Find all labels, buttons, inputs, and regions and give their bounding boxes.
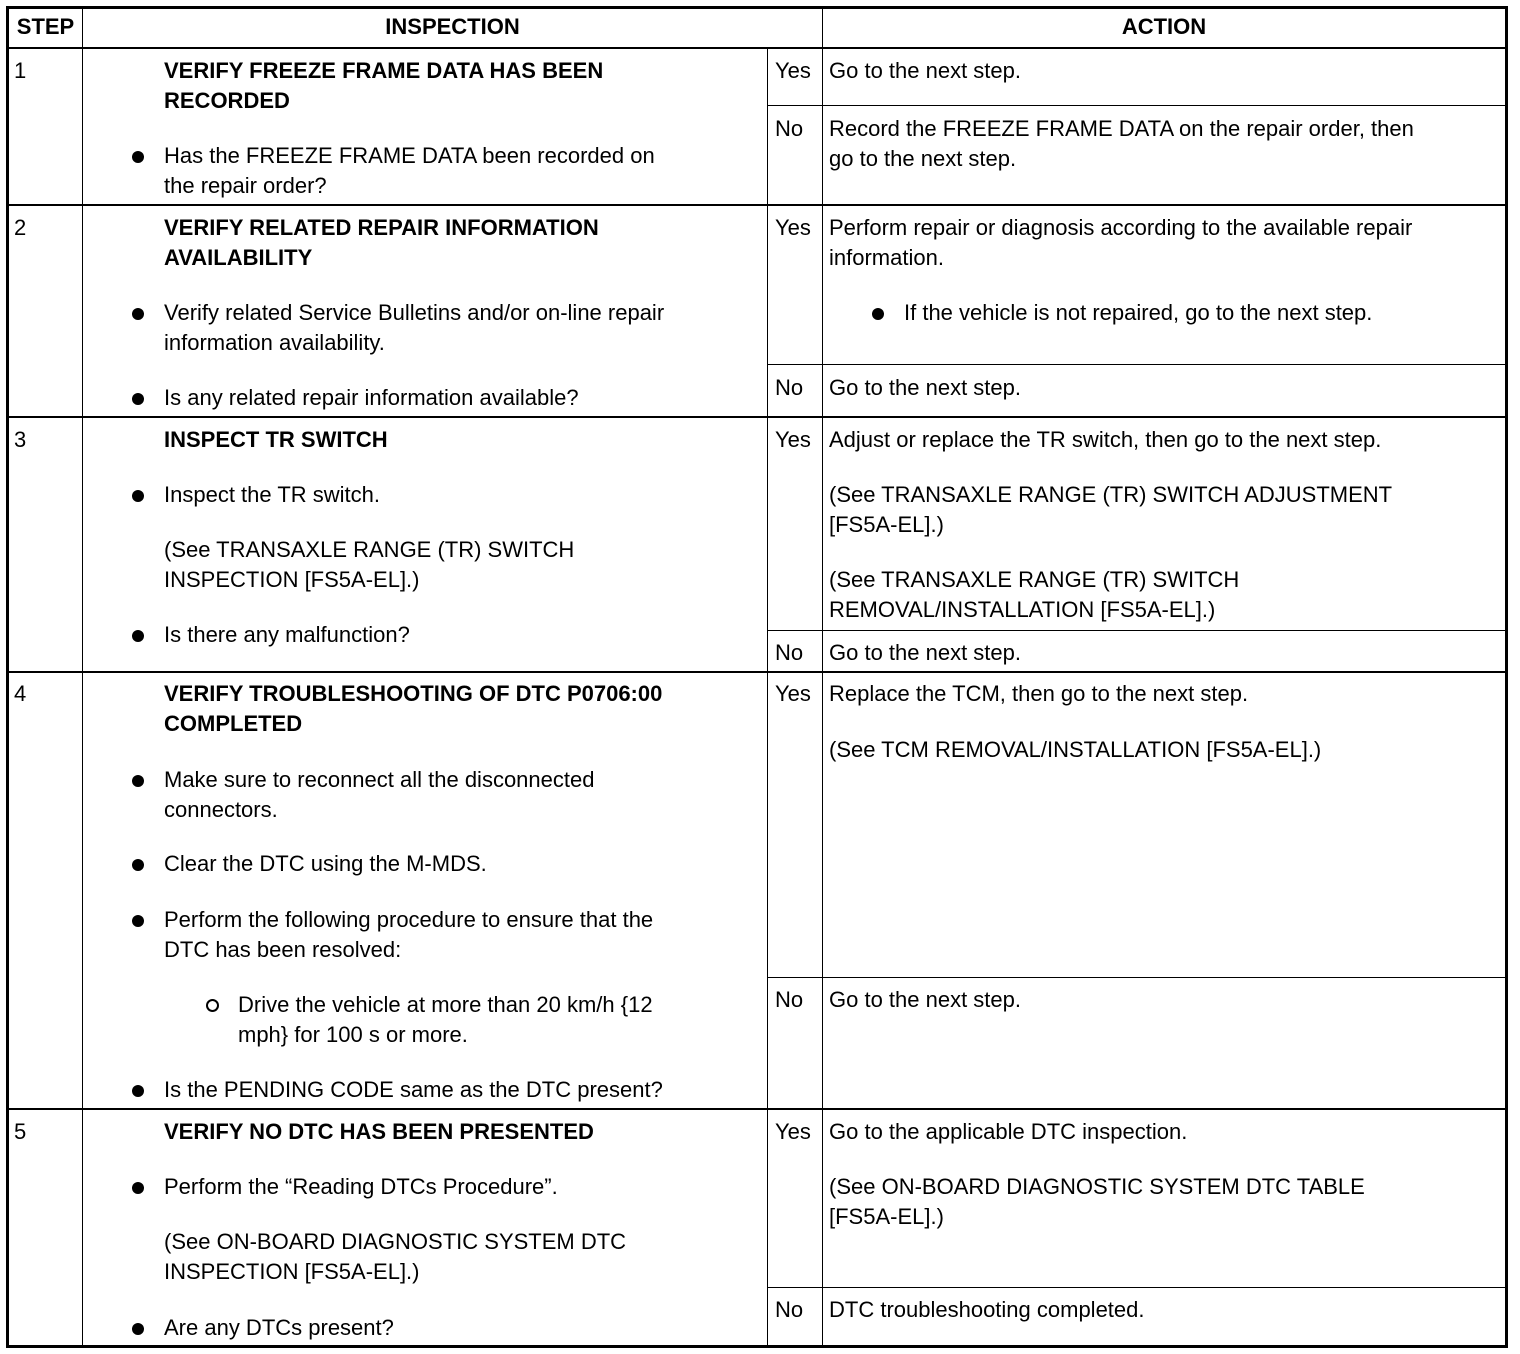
step-number: 5 bbox=[14, 1119, 27, 1144]
inspection-item: connectors. bbox=[164, 797, 278, 822]
inspection-reference: INSPECTION [FS5A-EL].) bbox=[164, 1259, 420, 1284]
header-step: STEP bbox=[16, 14, 75, 39]
yes-label: Yes bbox=[775, 427, 811, 452]
bullet-icon bbox=[132, 308, 144, 320]
action-text: Go to the next step. bbox=[829, 987, 1022, 1012]
yesno-divider-3 bbox=[767, 630, 1508, 631]
step-title: VERIFY FREEZE FRAME DATA HAS BEEN bbox=[164, 58, 604, 83]
no-label: No bbox=[775, 987, 804, 1012]
no-label: No bbox=[775, 375, 804, 400]
inspection-item: Perform the following procedure to ensure that the bbox=[164, 907, 654, 932]
step-title: VERIFY RELATED REPAIR INFORMATION bbox=[164, 215, 599, 240]
no-label: No bbox=[775, 1297, 804, 1322]
action-text: Record the FREEZE FRAME DATA on the repair order, then bbox=[829, 116, 1414, 141]
bullet-icon bbox=[132, 630, 144, 642]
row-divider-2-3 bbox=[6, 416, 1508, 418]
step-number: 2 bbox=[14, 215, 27, 240]
bullet-icon bbox=[132, 1182, 144, 1194]
yesno-divider-4 bbox=[767, 977, 1508, 978]
row-divider-3-4 bbox=[6, 671, 1508, 673]
row-divider-1-2 bbox=[6, 204, 1508, 206]
inspection-item: the repair order? bbox=[164, 173, 327, 198]
bullet-icon bbox=[132, 393, 144, 405]
step-title: COMPLETED bbox=[164, 711, 303, 736]
action-text: Go to the next step. bbox=[829, 640, 1022, 665]
inspection-item: Inspect the TR switch. bbox=[164, 482, 381, 507]
bullet-icon bbox=[132, 859, 144, 871]
action-reference: (See ON-BOARD DIAGNOSTIC SYSTEM DTC TABLE bbox=[829, 1174, 1365, 1199]
yes-label: Yes bbox=[775, 1119, 811, 1144]
inspection-reference: INSPECTION [FS5A-EL].) bbox=[164, 567, 420, 592]
inspection-item: information availability. bbox=[164, 330, 385, 355]
action-text: Adjust or replace the TR switch, then go to the next step. bbox=[829, 427, 1382, 452]
yesno-divider-2 bbox=[767, 364, 1508, 365]
action-text: Perform repair or diagnosis according to the available repair bbox=[829, 215, 1413, 240]
inspection-item: Verify related Service Bulletins and/or on-line repair bbox=[164, 300, 665, 325]
yesno-divider-1 bbox=[767, 105, 1508, 106]
inspection-item: Clear the DTC using the M-MDS. bbox=[164, 851, 487, 876]
step-title: RECORDED bbox=[164, 88, 290, 113]
bullet-icon bbox=[132, 1085, 144, 1097]
col-divider-yesno bbox=[767, 48, 768, 1348]
inspection-reference: (See TRANSAXLE RANGE (TR) SWITCH bbox=[164, 537, 575, 562]
inspection-subitem: Drive the vehicle at more than 20 km/h {12 bbox=[238, 992, 653, 1017]
no-label: No bbox=[775, 116, 804, 141]
action-reference: (See TRANSAXLE RANGE (TR) SWITCH ADJUSTMENT bbox=[829, 482, 1393, 507]
table-border-right bbox=[1505, 6, 1508, 1348]
table-border-left bbox=[6, 6, 9, 1348]
step-number: 1 bbox=[14, 58, 27, 83]
action-text: Go to the next step. bbox=[829, 375, 1022, 400]
action-text: information. bbox=[829, 245, 944, 270]
step-title: VERIFY TROUBLESHOOTING OF DTC P0706:00 bbox=[164, 681, 663, 706]
row-divider-4-5 bbox=[6, 1108, 1508, 1110]
col-divider-action bbox=[822, 6, 823, 1348]
bullet-icon bbox=[132, 490, 144, 502]
inspection-item: Are any DTCs present? bbox=[164, 1315, 394, 1340]
header-inspection: INSPECTION bbox=[385, 14, 520, 39]
bullet-icon bbox=[132, 915, 144, 927]
action-reference: [FS5A-EL].) bbox=[829, 1204, 944, 1229]
step-number: 4 bbox=[14, 681, 27, 706]
header-action: ACTION bbox=[1121, 14, 1207, 39]
step-title: AVAILABILITY bbox=[164, 245, 313, 270]
inspection-item: Is there any malfunction? bbox=[164, 622, 410, 647]
yes-label: Yes bbox=[775, 215, 811, 240]
table-border-bottom bbox=[6, 1345, 1508, 1348]
action-text: DTC troubleshooting completed. bbox=[829, 1297, 1145, 1322]
inspection-item: Is the PENDING CODE same as the DTC present? bbox=[164, 1077, 663, 1102]
yes-label: Yes bbox=[775, 681, 811, 706]
table-border-top bbox=[6, 6, 1508, 9]
action-text: Go to the next step. bbox=[829, 58, 1022, 83]
step-title: INSPECT TR SWITCH bbox=[164, 427, 388, 452]
bullet-icon bbox=[872, 308, 884, 320]
bullet-icon bbox=[132, 151, 144, 163]
action-reference: [FS5A-EL].) bbox=[829, 512, 944, 537]
action-text: Go to the applicable DTC inspection. bbox=[829, 1119, 1188, 1144]
inspection-item: Has the FREEZE FRAME DATA been recorded on bbox=[164, 143, 655, 168]
inspection-item: DTC has been resolved: bbox=[164, 937, 402, 962]
action-text: Replace the TCM, then go to the next step. bbox=[829, 681, 1249, 706]
no-label: No bbox=[775, 640, 804, 665]
inspection-subitem: mph} for 100 s or more. bbox=[238, 1022, 468, 1047]
yes-label: Yes bbox=[775, 58, 811, 83]
action-text: go to the next step. bbox=[829, 146, 1017, 171]
bullet-icon bbox=[132, 775, 144, 787]
action-reference: (See TRANSAXLE RANGE (TR) SWITCH bbox=[829, 567, 1240, 592]
action-reference: REMOVAL/INSTALLATION [FS5A-EL].) bbox=[829, 597, 1216, 622]
inspection-item: Is any related repair information available? bbox=[164, 385, 579, 410]
action-text: If the vehicle is not repaired, go to the next step. bbox=[904, 300, 1373, 325]
inspection-reference: (See ON-BOARD DIAGNOSTIC SYSTEM DTC bbox=[164, 1229, 627, 1254]
yesno-divider-5 bbox=[767, 1287, 1508, 1288]
col-divider-step bbox=[82, 6, 83, 1348]
inspection-item: Perform the “Reading DTCs Procedure”. bbox=[164, 1174, 558, 1199]
step-title: VERIFY NO DTC HAS BEEN PRESENTED bbox=[164, 1119, 594, 1144]
inspection-item: Make sure to reconnect all the disconnected bbox=[164, 767, 595, 792]
bullet-icon bbox=[132, 1323, 144, 1335]
action-reference: (See TCM REMOVAL/INSTALLATION [FS5A-EL].) bbox=[829, 737, 1322, 762]
header-divider bbox=[6, 47, 1508, 49]
sub-bullet-icon bbox=[206, 999, 219, 1012]
step-number: 3 bbox=[14, 427, 27, 452]
